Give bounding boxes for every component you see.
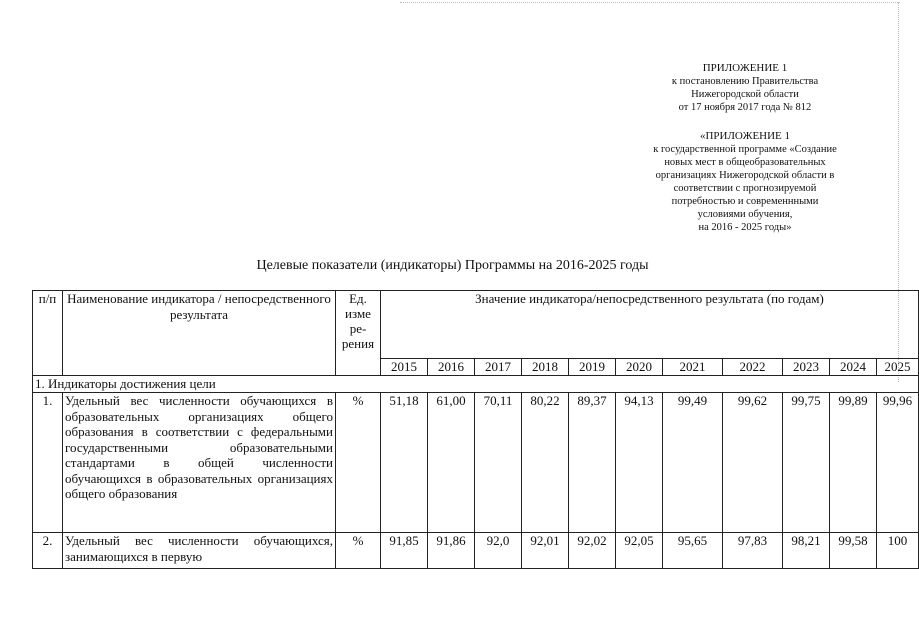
row-value: 95,65 [663,533,723,569]
appendix-title: ПРИЛОЖЕНИЕ 1 [702,62,788,74]
section-heading: 1. Индикаторы достижения цели [33,376,919,393]
year-header: 2015 [381,359,428,376]
appendix-line: к государственной программе «Создание [653,144,837,155]
row-value: 99,49 [663,393,723,533]
year-header: 2020 [616,359,663,376]
row-value: 99,89 [830,393,877,533]
header-unit [336,291,381,376]
year-header: 2016 [428,359,475,376]
appendix-header-resolution [600,62,890,114]
appendix-line: к постановлению Правительства [671,76,819,87]
appendix-line: организациях Нижегородской области в [655,170,835,181]
row-value: 51,18 [381,393,428,533]
header-values: Значение индикатора/непосредственного результата (по годам) [381,291,919,359]
year-header: 2022 [723,359,783,376]
row-value: 91,86 [428,533,475,569]
appendix-line: условиями обучения, [697,209,793,220]
row-value: 98,21 [783,533,830,569]
year-header: 2018 [522,359,569,376]
appendix-line: на 2016 - 2025 годы» [698,222,792,233]
row-num: 2. [33,533,63,569]
year-header: 2025 [877,359,919,376]
appendix-line: Нижегородской области [691,89,799,100]
row-unit: % [336,533,381,569]
year-header: 2023 [783,359,830,376]
row-value: 92,0 [475,533,522,569]
header-unit-line: рения [341,336,375,351]
row-value: 92,05 [616,533,663,569]
year-header: 2021 [663,359,723,376]
year-header: 2024 [830,359,877,376]
row-value: 80,22 [522,393,569,533]
row-value: 89,37 [569,393,616,533]
row-value: 97,83 [723,533,783,569]
indicators-table [32,290,919,569]
table-row [33,393,919,533]
row-value: 94,13 [616,393,663,533]
row-value: 91,85 [381,533,428,569]
year-header: 2019 [569,359,616,376]
appendix-line: соответствии с прогнозируемой [673,183,817,194]
row-unit: % [336,393,381,533]
header-unit-line: изме [345,306,371,321]
header-unit-line: ре- [349,321,367,336]
row-value: 99,62 [723,393,783,533]
table-row [33,533,919,569]
header-name: Наименование индикатора / непосредственного результата [63,291,336,376]
scan-edge-top [400,2,900,3]
row-value: 100 [877,533,919,569]
row-value: 61,00 [428,393,475,533]
row-value: 92,01 [522,533,569,569]
row-name: Удельный вес численности обучающихся в образовательных организациях общего образования в соответствии с федеральными государственными образовательными стандартами в общей численности обучающихся в образовательных организациях общего образования [63,393,336,533]
appendix-header-program [600,130,890,234]
row-name: Удельный вес численности обучающихся, занимающихся в первую [63,533,336,569]
row-value: 92,02 [569,533,616,569]
year-header: 2017 [475,359,522,376]
row-value: 99,58 [830,533,877,569]
row-value: 70,11 [475,393,522,533]
appendix-line: от 17 ноября 2017 года № 812 [678,102,812,113]
header-unit-line: Ед. [349,291,367,306]
document-title: Целевые показатели (индикаторы) Программы на 2016-2025 годы [256,258,649,273]
row-num: 1. [33,393,63,533]
row-value: 99,96 [877,393,919,533]
header-num: п/п [33,291,63,376]
appendix-line: новых мест в общеобразовательных [664,157,826,168]
appendix-line: потребностью и современнными [671,196,819,207]
appendix-title: «ПРИЛОЖЕНИЕ 1 [699,130,791,142]
row-value: 99,75 [783,393,830,533]
